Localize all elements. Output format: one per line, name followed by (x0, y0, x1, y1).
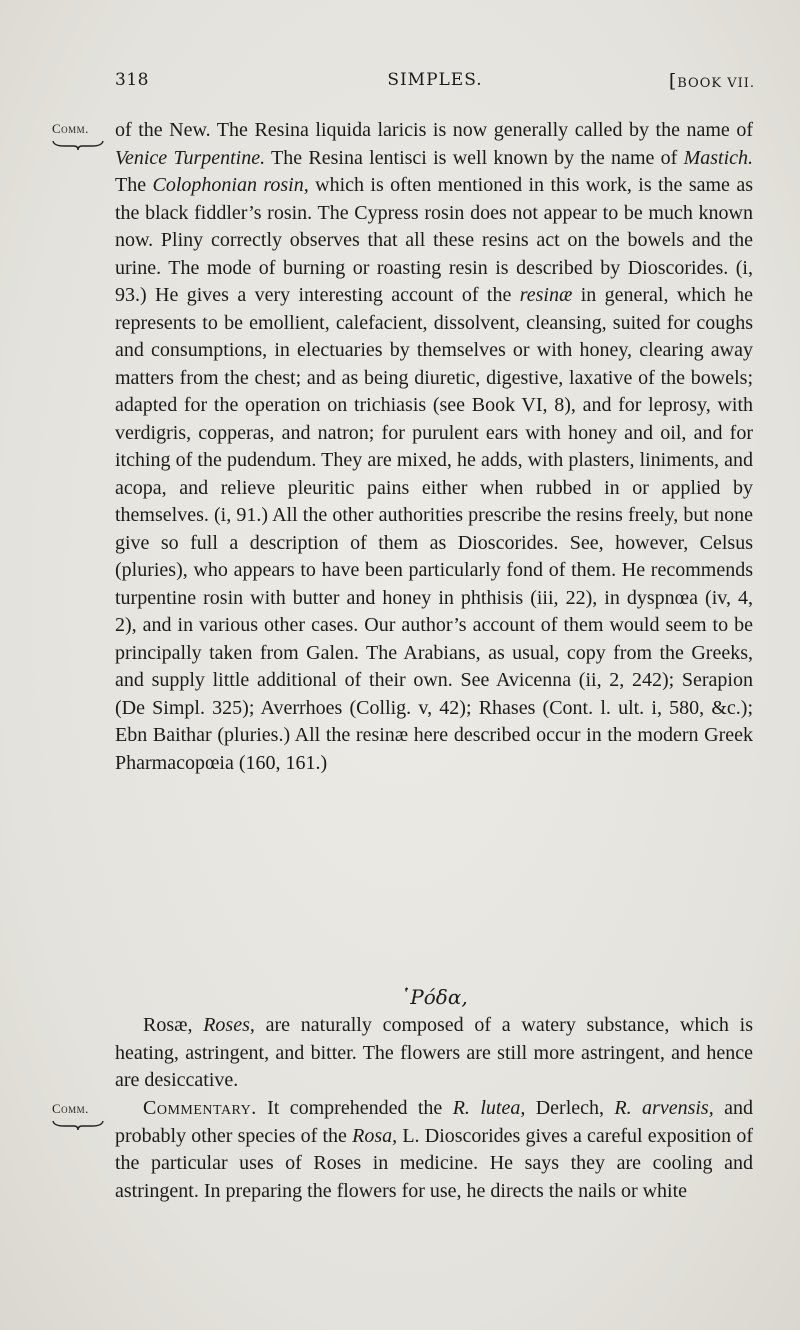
brace-mark-2 (52, 1119, 104, 1131)
paragraph-commentary: Commentary. It comprehended the R. lutea, Derlech, R. arvensis, and probably other species of the Rosa, L. Dioscorides gives a careful exposition of the particular uses of Roses in medicine. He says they are cooling and astringent. In preparing the flowers for use, he directs the nails or white (115, 1097, 753, 1202)
page-number: 318 (115, 70, 149, 90)
margin-note-comm-2: Comm. (52, 1101, 110, 1131)
section-resins-text (115, 117, 753, 777)
section-roses-text (115, 1012, 753, 1095)
commentary-text (115, 1095, 753, 1205)
commentary-label: Commentary. (143, 1097, 257, 1119)
page-header (115, 70, 755, 104)
section-heading-roses-greek: ῾Ρόδα, (400, 985, 468, 1009)
book-reference: [BOOK VII. (668, 70, 755, 92)
paragraph-resins: of the New. The Resina liquida laricis is now generally called by the name of Venice Turpentine. The Resina lentisci is well known by the name of Mastich. The Colophonian rosin, which is often mentioned in this work, is the same as the black fiddler’s rosin. The Cypress rosin does not appear to be much known now. Pliny correctly observes that all these resins act on the bowels and the urine. The mode of burning or roasting resin is described by Dioscorides. (i, 93.) He gives a very interesting account of the resinæ in general, which he represents to be emollient, calefacient, dissolvent, cleansing, suited for coughs and consumptions, in electuaries by themselves or with honey, clearing away matters from the chest; and as being diuretic, digestive, laxative of the bowels; adapted for the operation on trichiasis (see Book VI, 8), and for leprosy, with verdigris, copperas, and natron; for purulent ears with honey and oil, and for itching of the pudendum. They are mixed, he adds, with plasters, liniments, and acopa, and relieve pleuritic pains either when rubbed in or applied by themselves. (i, 91.) All the other authorities prescribe the resins freely, but none give so full a description of them as Dioscorides. See, however, Celsus (pluries), who appears to have been particularly fond of them. He recommends turpentine rosin with butter and honey in phthisis (iii, 22), in dyspnœa (iv, 4, 2), and in various other cases. Our author’s account of them would seem to be principally taken from Galen. The Arabians, as usual, copy from the Greeks, and supply little additional of their own. See Avicenna (ii, 2, 242); Serapion (De Simpl. 325); Averrhoes (Collig. v, 42); Rhases (Cont. l. ult. i, 580, &c.); Ebn Baithar (pluries.) All the resinæ here described occur in the modern Greek Pharmacopœia (160, 161.) (115, 119, 753, 774)
running-title: SIMPLES. (387, 70, 483, 90)
margin-note-comm: Comm. (52, 121, 110, 151)
paragraph-roses: Rosæ, Roses, are naturally composed of a watery substance, which is heating, astringent, and bitter. The flowers are still more astringent, and hence are desiccative. (115, 1014, 753, 1091)
brace-mark (52, 139, 104, 151)
